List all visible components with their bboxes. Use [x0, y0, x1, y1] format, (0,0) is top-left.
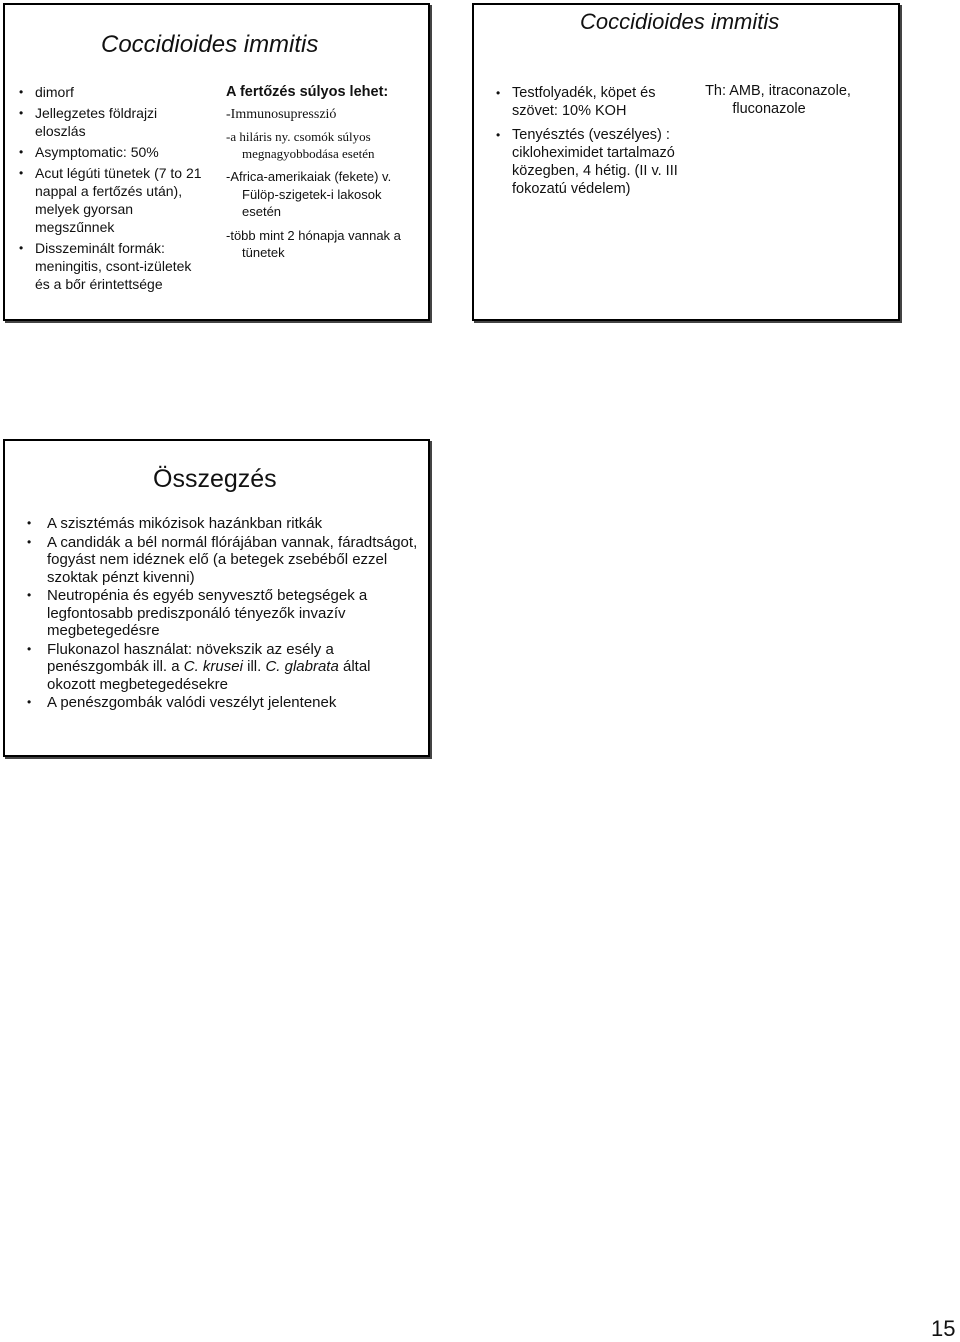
therapy-line: Th: AMB, itraconazole,: [705, 83, 851, 99]
severity-line: -a hiláris ny. csomók súlyos megnagyobbodása esetén: [226, 129, 375, 161]
list-item: [25, 641, 420, 694]
slide-coccidioides-1: [3, 3, 430, 321]
diagnosis-bullet-list: [496, 84, 678, 198]
slide-title: Coccidioides immitis: [580, 9, 780, 34]
list-item: • Testfolyadék, köpet és szövet: 10% KOH: [496, 84, 678, 120]
flukonazol-text: által okozott megbetegedésekre: [47, 658, 371, 693]
severity-heading: A fertőzés súlyos lehet:: [226, 84, 389, 100]
therapy-line: fluconazole: [732, 101, 806, 117]
flukonazol-text: ill.: [242, 658, 266, 675]
list-item: • dimorf: [19, 83, 209, 101]
list-item: • Acut légúti tünetek (7 to 21 nappal a fertőzés után), melyek gyorsan megszűnnek: [19, 164, 209, 236]
species-name: C. glabrata: [265, 658, 339, 675]
list-item: • Neutropénia és egyéb senyvesztő betegségek a legfontosabb prediszponáló tényezők invazív megbetegedésre: [25, 587, 420, 640]
page-number: 15: [931, 1316, 956, 1341]
severity-line: -Africa-amerikaiak (fekete) v. Fülöp-szigetek-i lakosok esetén: [226, 169, 392, 219]
therapy-block: [678, 82, 878, 118]
list-item: • A szisztémás mikózisok hazánkban ritkák: [25, 515, 420, 533]
summary-bullet-list: [25, 515, 420, 712]
species-name: C. krusei: [183, 658, 243, 675]
list-item: • Tenyésztés (veszélyes) : cikloheximidet tartalmazó közegben, 4 hétig. (II v. III fokozatú védelem): [496, 126, 678, 198]
slide-title: Coccidioides immitis: [101, 31, 319, 58]
severity-line: -több mint 2 hónapja vannak a tünetek: [226, 227, 401, 260]
list-item: • A candidák a bél normál flórájában vannak, fáradtságot, fogyást nem idéznek elő (a betegek zsebéből ezzel szoktak pénzt kivenni): [25, 534, 420, 587]
severity-block: [226, 84, 422, 262]
list-item: • Asymptomatic: 50%: [19, 143, 209, 161]
severity-line: -Immunosupresszió: [226, 107, 337, 122]
left-bullet-list: [19, 83, 209, 293]
list-item: • Jellegzetes földrajzi eloszlás: [19, 104, 209, 140]
flukonazol-text: Flukonazol használat: növekszik az esély a penészgombák ill. a: [47, 640, 334, 675]
slide-coccidioides-2: [472, 3, 900, 321]
list-item: • A penészgombák valódi veszélyt jelentenek: [25, 694, 420, 712]
list-item: • Disszeminált formák: meningitis, csont-izületek és a bőr érintettsége: [19, 239, 209, 293]
slide-title: Összegzés: [153, 465, 277, 493]
slide-osszegzes: [3, 439, 430, 757]
